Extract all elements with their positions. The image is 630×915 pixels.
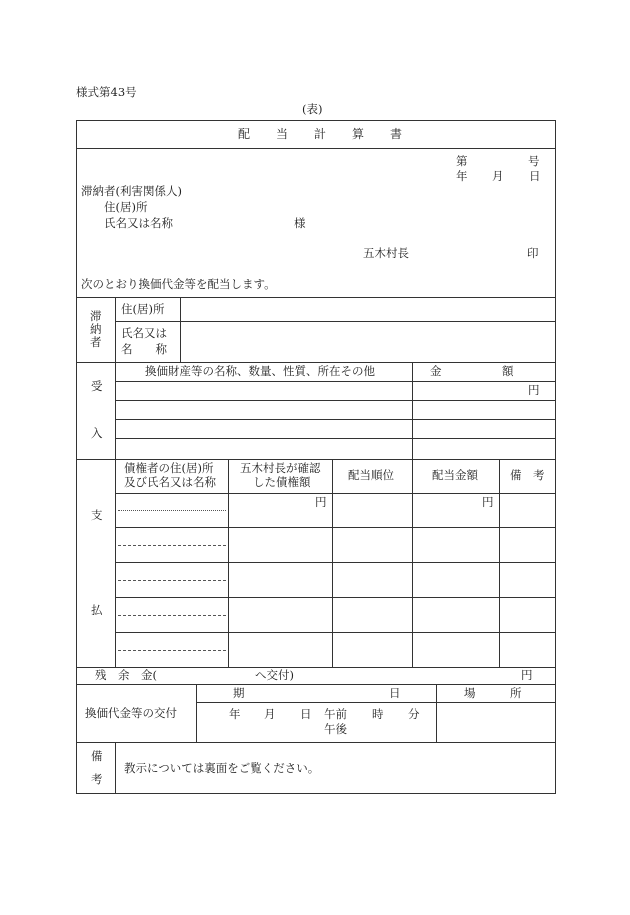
divider: [180, 297, 181, 362]
delinquent-side-label: 滞: [90, 309, 102, 323]
honorific: 様: [294, 216, 306, 230]
name-label: 氏名又は名称: [104, 216, 173, 230]
yen-unit: 円: [528, 383, 540, 397]
col-creditor: 債権者の住(居)所: [124, 461, 214, 475]
period-day: 日: [389, 686, 401, 700]
divider: [115, 419, 556, 420]
col-confirmed-claim: した債権額: [253, 475, 311, 489]
divider: [115, 321, 556, 322]
number-suffix: 号: [528, 154, 540, 168]
delinquent-side-label: 者: [90, 335, 102, 349]
yen-unit: 円: [315, 495, 327, 509]
dashed-line: [118, 545, 226, 546]
divider: [115, 632, 556, 633]
col-creditor: 及び氏名又は名称: [124, 475, 216, 489]
delivery-month: 月: [264, 707, 276, 721]
delivery-year: 年: [229, 707, 241, 721]
delinquent-name-label: 名 称: [121, 342, 167, 356]
yen-unit: 円: [482, 495, 494, 509]
yen-unit: 円: [521, 668, 533, 682]
delivery-am: 午前: [324, 707, 347, 721]
divider: [76, 148, 556, 149]
col-amount: 金: [430, 364, 442, 378]
address-label: 住(居)所: [104, 200, 148, 214]
side-label: (表): [302, 102, 323, 116]
divider: [76, 742, 556, 743]
divider: [115, 362, 116, 459]
date-year: 年: [456, 169, 468, 183]
balance-label: 残 余 金(: [95, 668, 157, 682]
delivery-label: 換価代金等の交付: [85, 706, 177, 720]
dotted-line: [118, 510, 226, 511]
delivery-hour: 時: [372, 707, 384, 721]
payment-side-label: 払: [91, 603, 103, 617]
divider: [436, 684, 437, 742]
delinquent-address-label: 住(居)所: [121, 302, 165, 316]
date-day: 日: [529, 169, 541, 183]
col-remarks: 備 考: [510, 468, 545, 482]
divider: [76, 362, 556, 363]
form-title: 配当計算書: [238, 127, 429, 141]
receipt-side-label: 入: [91, 426, 103, 440]
addressee-label: 滞納者(利害関係人): [81, 184, 182, 198]
col-distribution-amount: 配当金額: [432, 468, 478, 482]
divider: [76, 459, 556, 460]
divider: [115, 597, 556, 598]
divider: [412, 362, 413, 459]
dashed-line: [118, 650, 226, 651]
divider: [115, 562, 556, 563]
period-label: 期: [233, 686, 245, 700]
delivery-day: 日: [300, 707, 312, 721]
col-confirmed-claim: 五木村長が確認: [240, 461, 321, 475]
divider: [499, 459, 500, 667]
divider: [115, 527, 556, 528]
divider: [115, 381, 556, 382]
col-distribution-order: 配当順位: [348, 468, 394, 482]
date-month: 月: [492, 169, 504, 183]
divider: [332, 459, 333, 667]
payment-side-label: 支: [91, 508, 103, 522]
remarks-text: 教示については裏面をご覧ください。: [124, 761, 320, 775]
divider: [228, 459, 229, 667]
divider: [115, 400, 556, 401]
remarks-label: 備: [91, 749, 103, 763]
col-property: 換価財産等の名称、数量、性質、所在その他: [145, 364, 375, 378]
divider: [115, 438, 556, 439]
issuer: 五木村長: [363, 246, 409, 260]
seal-mark: 印: [527, 246, 539, 260]
dashed-line: [118, 615, 226, 616]
form-number: 様式第43号: [76, 85, 137, 99]
dashed-line: [118, 580, 226, 581]
balance-delivery: へ交付): [255, 668, 294, 682]
delinquent-name-label: 氏名又は: [121, 326, 167, 340]
divider: [115, 493, 556, 494]
divider: [115, 297, 116, 362]
col-amount: 額: [502, 364, 514, 378]
divider: [76, 297, 556, 298]
place-label: 場 所: [464, 686, 522, 700]
divider: [196, 684, 197, 742]
remarks-label: 考: [91, 772, 103, 786]
divider: [412, 459, 413, 667]
divider: [115, 459, 116, 667]
number-prefix: 第: [456, 154, 468, 168]
divider: [115, 742, 116, 794]
receipt-side-label: 受: [91, 379, 103, 393]
statement: 次のとおり換価代金等を配当します。: [81, 277, 276, 291]
divider: [76, 684, 556, 685]
delivery-pm: 午後: [324, 722, 347, 736]
divider: [196, 702, 556, 703]
delivery-minute: 分: [408, 707, 420, 721]
delinquent-side-label: 納: [90, 322, 102, 336]
